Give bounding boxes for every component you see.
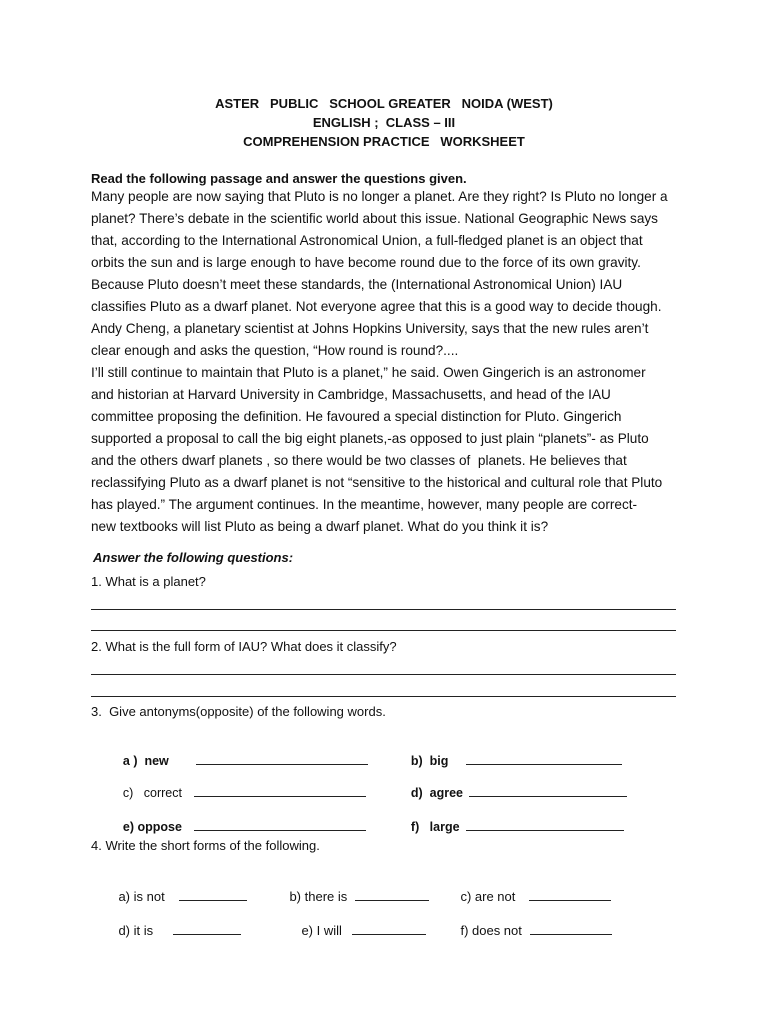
answer-line[interactable] — [91, 630, 676, 631]
passage-line: and the others dwarf planets , so there would be two classes of planets. He believes that — [91, 453, 627, 468]
passage-line: clear enough and asks the question, “How round is round?.... — [91, 343, 459, 358]
answer-line[interactable] — [91, 609, 676, 610]
antonym-word: b) big — [410, 754, 449, 768]
answer-heading: Answer the following questions: — [93, 550, 294, 565]
antonym-word: f) large — [410, 820, 460, 834]
worksheet-title: COMPREHENSION PRACTICE WORKSHEET — [243, 134, 525, 149]
passage-line: supported a proposal to call the big eight planets,-as opposed to just plain “planets”- as Pluto — [91, 431, 649, 446]
passage-line: Because Pluto doesn’t meet these standards, the (International Astronomical Union) IAU — [91, 277, 623, 292]
passage-line: and historian at Harvard University in Cambridge, Massachusetts, and head of the IAU — [91, 387, 611, 402]
school-name: ASTER PUBLIC SCHOOL GREATER NOIDA (WEST) — [215, 96, 553, 111]
answer-blank[interactable] — [173, 922, 241, 935]
answer-blank[interactable] — [194, 818, 366, 831]
answer-blank[interactable] — [352, 922, 426, 935]
antonym-word: c) correct — [122, 786, 182, 800]
passage-line: committee proposing the definition. He favoured a special distinction for Pluto. Gingerich — [91, 409, 622, 424]
passage-line: new textbooks will list Pluto as being a dwarf planet. What do you think it is? — [91, 519, 549, 534]
passage-line: reclassifying Pluto as a dwarf planet is not “sensitive to the historical and cultural role that Pluto — [91, 475, 663, 490]
short-form-item — [446, 907, 612, 953]
answer-line[interactable] — [91, 696, 676, 697]
passage-line: classifies Pluto as a dwarf planet. Not everyone agree that this is a good way to decide though. — [91, 299, 662, 314]
short-form-phrase: f) does not — [460, 923, 522, 938]
answer-blank[interactable] — [466, 752, 622, 765]
question-1: 1. What is a planet? — [91, 574, 206, 589]
short-form-phrase: d) it is — [118, 923, 154, 938]
short-form-phrase: c) are not — [460, 889, 516, 904]
answer-blank[interactable] — [529, 888, 611, 901]
question-3: 3. Give antonyms(opposite) of the following words. — [91, 704, 386, 719]
passage-line: planet? There’s debate in the scientific world about this issue. National Geographic News says — [91, 211, 658, 226]
short-form-phrase: b) there is — [289, 889, 348, 904]
answer-blank[interactable] — [355, 888, 429, 901]
class-subject: ENGLISH ; CLASS – III — [312, 115, 456, 130]
short-form-item — [287, 907, 426, 953]
answer-blank[interactable] — [530, 922, 612, 935]
short-form-phrase: e) I will — [301, 923, 342, 938]
antonym-word: e) oppose — [122, 820, 182, 834]
antonym-word: d) agree — [410, 786, 464, 800]
short-form-item — [104, 907, 241, 953]
antonym-word: a ) new — [122, 754, 169, 768]
passage-line: has played.” The argument continues. In the meantime, however, many people are correct- — [91, 497, 638, 512]
passage-line: I’ll still continue to maintain that Pluto is a planet,” he said. Owen Gingerich is an astronomer — [91, 365, 646, 380]
answer-line[interactable] — [91, 674, 676, 675]
answer-blank[interactable] — [196, 752, 368, 765]
question-2: 2. What is the full form of IAU? What does it classify? — [91, 639, 397, 654]
passage — [91, 186, 668, 538]
passage-line: orbits the sun and is large enough to have become round due to the force of its own gravity. — [91, 255, 641, 270]
short-form-phrase: a) is not — [118, 889, 165, 904]
answer-blank[interactable] — [194, 784, 366, 797]
passage-line: Andy Cheng, a planetary scientist at Johns Hopkins University, says that the new rules aren’t — [91, 321, 649, 336]
antonym-item — [397, 804, 624, 848]
question-4: 4. Write the short forms of the following. — [91, 838, 320, 853]
passage-line: that, according to the International Astronomical Union, a full-fledged planet is an object that — [91, 233, 643, 248]
answer-blank[interactable] — [179, 888, 247, 901]
answer-blank[interactable] — [466, 818, 624, 831]
passage-line: Many people are now saying that Pluto is no longer a planet. Are they right? Is Pluto no longer a — [91, 189, 668, 204]
instruction: Read the following passage and answer the questions given. — [91, 171, 467, 186]
answer-blank[interactable] — [469, 784, 627, 797]
